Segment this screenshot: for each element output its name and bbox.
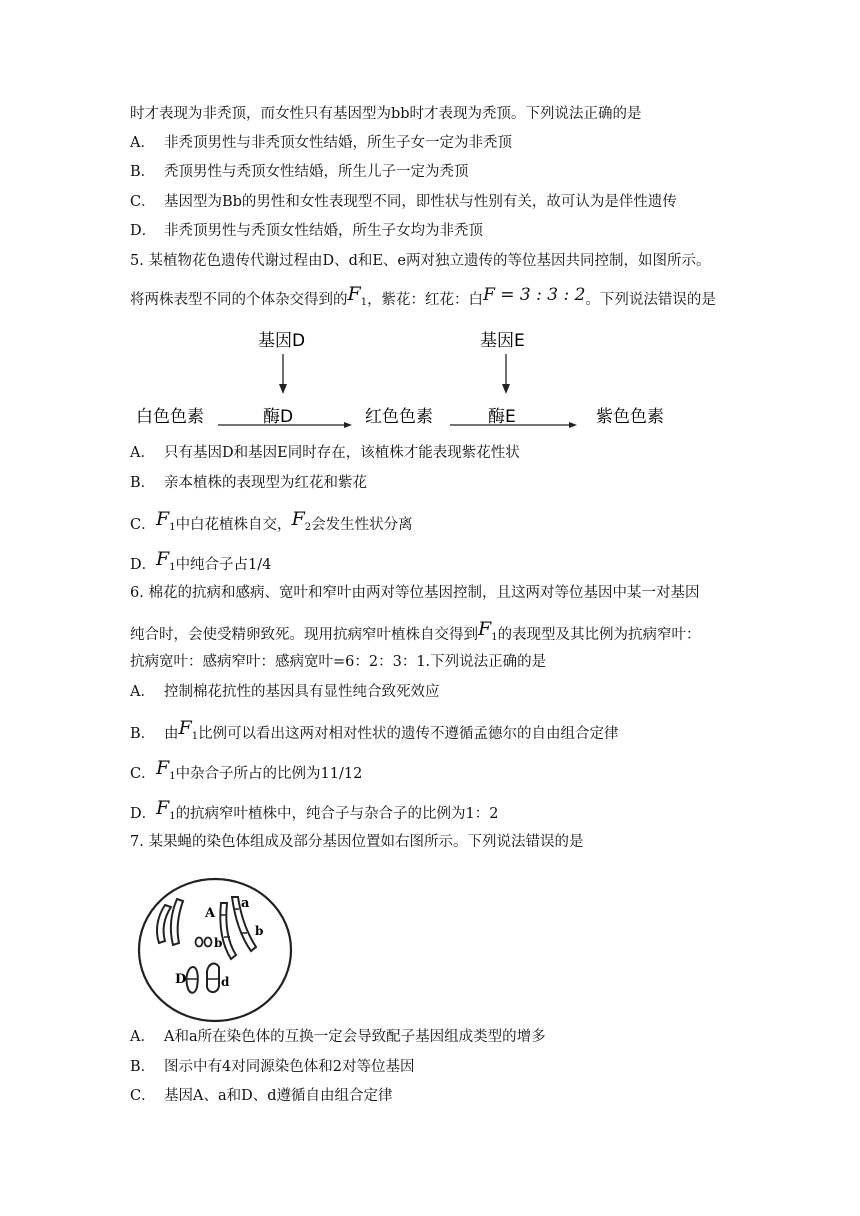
arrowhead-white-to-red — [344, 422, 352, 428]
enzyme-d-label: 酶D — [263, 407, 294, 427]
gene-label-b1: b — [214, 936, 223, 950]
q4-option-b: B． 秃顶男性与秃顶女性结婚，所生儿子一定为秃顶 — [130, 164, 469, 180]
chromosome-y — [207, 964, 219, 993]
q7-option-b: B． 图示中有4对同源染色体和2对等位基因 — [130, 1059, 415, 1075]
q4-tail-text: 时才表现为非秃顶，而女性只有基因型为bb时才表现为秃顶。下列说法正确的是 — [130, 106, 642, 122]
gene-e-label: 基因E — [480, 331, 525, 351]
arrowhead-red-to-purple — [569, 422, 577, 428]
gene-label-d: d — [221, 975, 230, 989]
chromosome-diagram — [135, 875, 295, 1025]
q6-option-d: D．$F_1$的抗病窄叶植株中，纯合子与杂合子的比例为1：2 — [130, 797, 499, 822]
gene-label-b2: b — [255, 924, 264, 938]
q4-option-a: A． 非秃顶男性与非秃顶女性结婚，所生子女一定为非秃顶 — [130, 135, 512, 151]
q6-option-c: C．$F_1$中杂合子所占的比例为11/12 — [130, 757, 363, 782]
q7-option-c: C． 基因A、a和D、d遵循自由组合定律 — [130, 1088, 393, 1104]
q7-stem-line1: 7. 某果蝇的染色体组成及部分基因位置如右图所示。下列说法错误的是 — [130, 834, 584, 850]
chromosome-dot-2 — [205, 938, 212, 947]
f2-symbol: $F_2$ — [291, 508, 312, 533]
f1-symbol: $F_1$ — [156, 548, 176, 573]
gene-label-D: D — [175, 972, 187, 987]
cell-outline — [139, 879, 291, 1021]
chromosome-dot-1 — [196, 938, 203, 947]
arrowhead-gene-e — [502, 384, 510, 394]
q6-option-a: A． 控制棉花抗性的基因具有显性纯合致死效应 — [130, 684, 440, 700]
q5-stem-line2: 将两株表型不同的个体杂交得到的$F_1$，紫花：红花：白F = 3 : 3 : 2。下列说法错误的是 — [130, 283, 716, 308]
chromosome-left-1 — [157, 905, 171, 943]
q4-option-d: D． 非秃顶男性与秃顶女性结婚，所生子女均为非秃顶 — [130, 223, 483, 239]
q6-stem-line2: 纯合时，会使受精卵致死。现用抗病窄叶植株自交得到$F_1$的表现型及其比例为抗病窄叶： — [130, 618, 701, 643]
q6-option-b: B． 由$F_1$比例可以看出这两对相对性状的遗传不遵循孟德尔的自由组合定律 — [130, 717, 619, 742]
q5-option-b: B． 亲本植株的表现型为红花和紫花 — [130, 475, 367, 491]
chromosome-x — [186, 967, 197, 993]
q4-option-c: C． 基因型为Bb的男性和女性表现型不同，即性状与性别有关，故可认为是伴性遗传 — [130, 194, 677, 210]
gene-d-label: 基因D — [258, 331, 306, 351]
q5-stem-line1: 5. 某植物花色遗传代谢过程由D、d和E、e两对独立遗传的等位基因共同控制，如图所示。 — [130, 253, 711, 269]
white-pigment-label: 白色色素 — [136, 407, 204, 427]
chromosome-left-2 — [171, 899, 183, 945]
q5-option-d: D．$F_1$中纯合子占1/4 — [130, 548, 272, 573]
red-pigment-label: 红色色素 — [365, 407, 433, 427]
f1-symbol: $F_1$ — [156, 757, 176, 782]
purple-pigment-label: 紫色色素 — [596, 407, 664, 427]
q5-option-a: A． 只有基因D和基因E同时存在，该植株才能表现紫花性状 — [130, 445, 520, 461]
arrowhead-gene-d — [279, 384, 287, 394]
q6-stem-line1: 6. 棉花的抗病和感病、宽叶和窄叶由两对等位基因控制，且这两对等位基因中某一对基因 — [130, 585, 700, 601]
q6-stem-line3: 抗病宽叶：感病窄叶：感病宽叶=6：2：3：1.下列说法正确的是 — [130, 654, 547, 670]
q5-option-c: C．$F_1$中白花植株自交，$F_2$会发生性状分离 — [130, 508, 413, 533]
gene-label-a: a — [241, 896, 250, 911]
enzyme-e-label: 酶E — [488, 407, 516, 427]
f1-symbol: $F_1$ — [347, 283, 368, 308]
f1-symbol: $F_1$ — [156, 797, 176, 822]
metabolic-pathway-diagram — [130, 318, 730, 438]
f1-symbol: $F_1$ — [156, 508, 176, 533]
f1-symbol: $F_1$ — [178, 717, 199, 742]
gene-label-A: A — [205, 906, 216, 921]
q7-option-a: A． A和a所在染色体的互换一定会导致配子基因组成类型的增多 — [130, 1029, 546, 1045]
ratio-formula: F = 3 : 3 : 2 — [483, 285, 586, 305]
f1-symbol: $F_1$ — [478, 618, 498, 643]
